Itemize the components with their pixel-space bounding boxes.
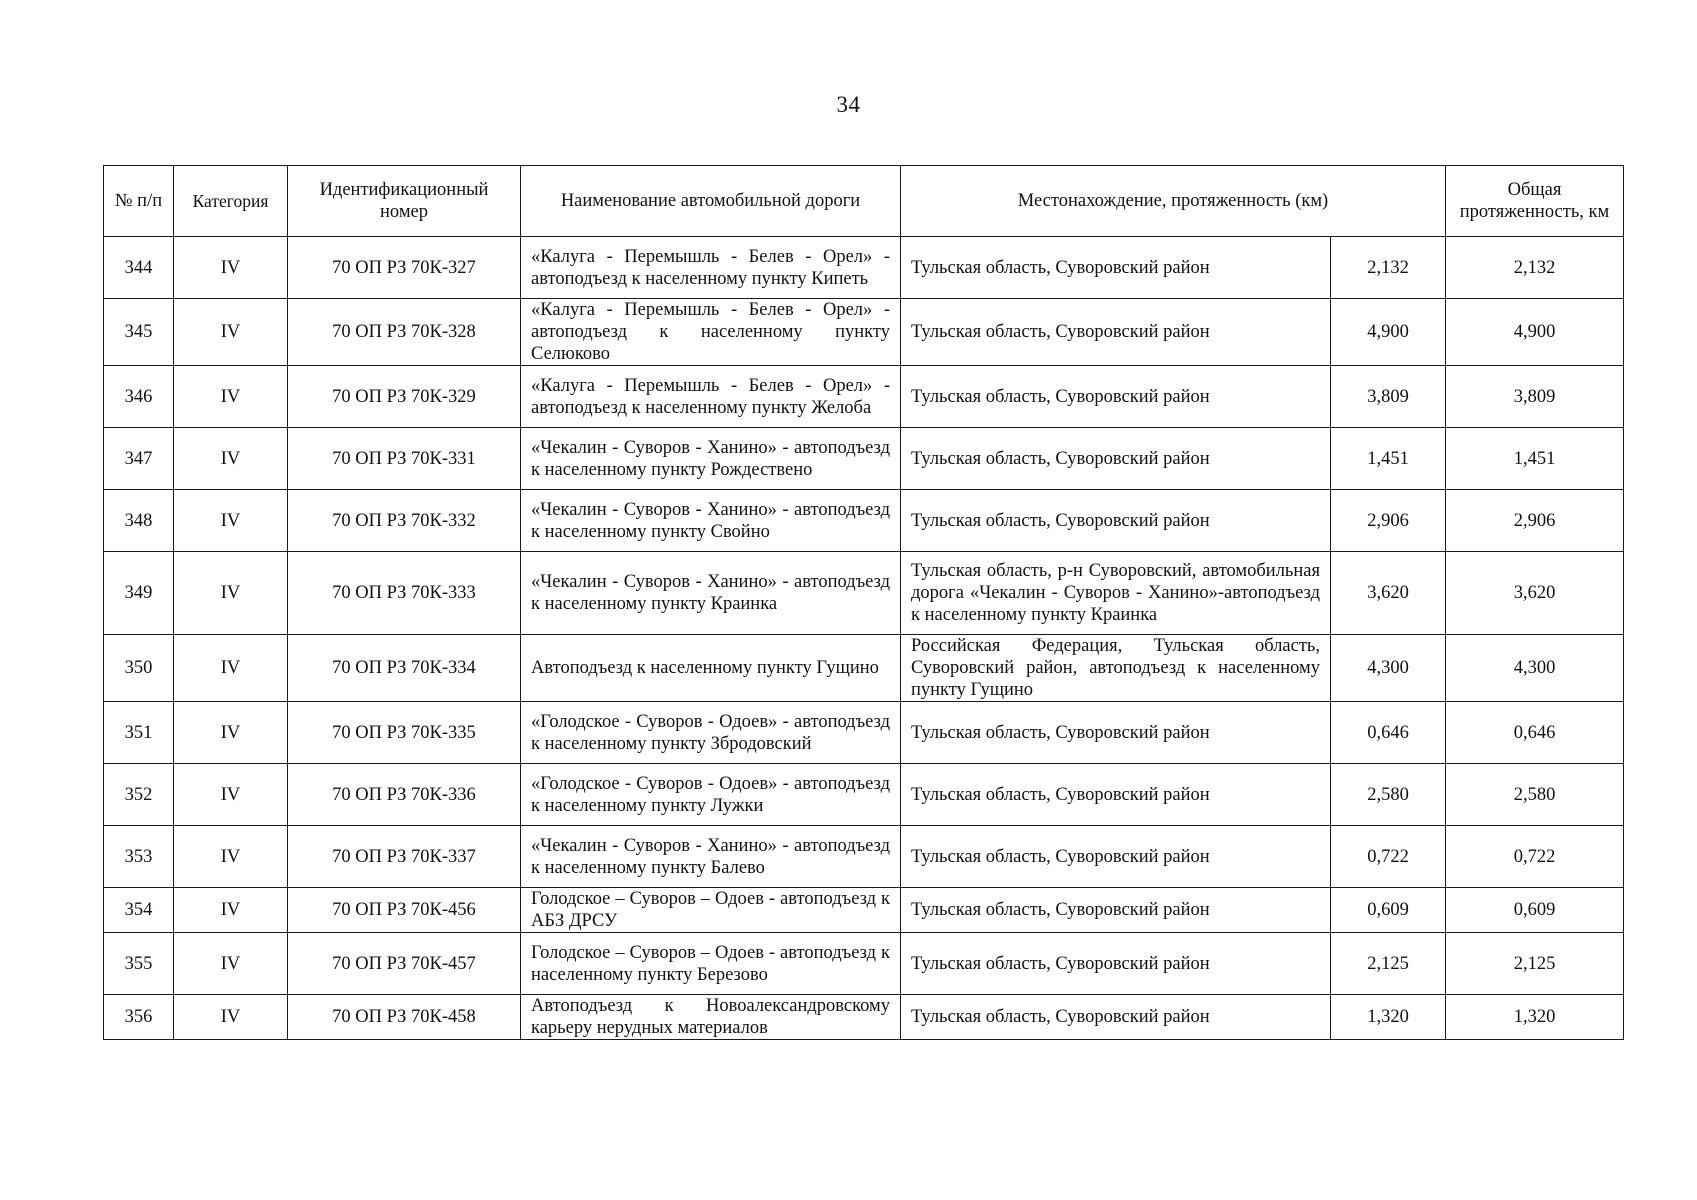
row-length: 2,132 — [1331, 237, 1446, 299]
row-num: 345 — [104, 299, 174, 366]
row-length: 2,125 — [1331, 933, 1446, 995]
row-id: 70 ОП РЗ 70К-334 — [288, 635, 521, 702]
table-row — [104, 490, 1624, 552]
row-location: Российская Федерация, Тульская область, Суворовский район, автоподъезд к населенному пункту Гущино — [901, 635, 1331, 702]
row-id: 70 ОП РЗ 70К-335 — [288, 702, 521, 764]
row-category: IV — [174, 702, 288, 764]
row-num: 347 — [104, 428, 174, 490]
row-category: IV — [174, 933, 288, 995]
row-total: 2,580 — [1446, 764, 1624, 826]
row-total: 4,900 — [1446, 299, 1624, 366]
page-number: 34 — [836, 92, 861, 117]
row-length: 3,620 — [1331, 552, 1446, 635]
row-num: 346 — [104, 366, 174, 428]
row-location: Тульская область, Суворовский район — [901, 428, 1331, 490]
row-total: 0,609 — [1446, 888, 1624, 933]
row-id: 70 ОП РЗ 70К-337 — [288, 826, 521, 888]
row-num: 349 — [104, 552, 174, 635]
row-category: IV — [174, 299, 288, 366]
table-row — [104, 366, 1624, 428]
row-location: Тульская область, р-н Суворовский, автомобильная дорога «Чекалин - Суворов - Ханино»-автоподъезд к населенному пункту Краинка — [901, 552, 1331, 635]
row-category: IV — [174, 764, 288, 826]
row-total: 3,809 — [1446, 366, 1624, 428]
table-row — [104, 995, 1624, 1040]
row-category: IV — [174, 366, 288, 428]
row-road-name: «Калуга - Перемышль - Белев - Орел» - автоподъезд к населенному пункту Желоба — [521, 366, 901, 428]
row-category: IV — [174, 826, 288, 888]
roads-table — [103, 165, 1624, 1040]
row-road-name: «Чекалин - Суворов - Ханино» - автоподъезд к населенному пункту Краинка — [521, 552, 901, 635]
row-num: 355 — [104, 933, 174, 995]
row-location: Тульская область, Суворовский район — [901, 933, 1331, 995]
row-total: 0,722 — [1446, 826, 1624, 888]
header-location: Местонахождение, протяженность (км) — [901, 166, 1446, 237]
row-length: 0,609 — [1331, 888, 1446, 933]
row-road-name: Автоподъезд к Новоалександровскому карьеру нерудных материалов — [521, 995, 901, 1040]
table-row — [104, 888, 1624, 933]
row-id: 70 ОП РЗ 70К-329 — [288, 366, 521, 428]
row-location: Тульская область, Суворовский район — [901, 888, 1331, 933]
row-total: 2,125 — [1446, 933, 1624, 995]
row-location: Тульская область, Суворовский район — [901, 995, 1331, 1040]
row-location: Тульская область, Суворовский район — [901, 237, 1331, 299]
header-road-name: Наименование автомобильной дороги — [521, 166, 901, 237]
row-num: 353 — [104, 826, 174, 888]
row-length: 0,722 — [1331, 826, 1446, 888]
row-location: Тульская область, Суворовский район — [901, 490, 1331, 552]
row-category: IV — [174, 635, 288, 702]
row-num: 350 — [104, 635, 174, 702]
row-road-name: Автоподъезд к населенному пункту Гущино — [521, 635, 901, 702]
row-length: 4,900 — [1331, 299, 1446, 366]
row-num: 351 — [104, 702, 174, 764]
table-row — [104, 764, 1624, 826]
table-row — [104, 635, 1624, 702]
table-row — [104, 933, 1624, 995]
row-total: 2,906 — [1446, 490, 1624, 552]
row-id: 70 ОП РЗ 70К-457 — [288, 933, 521, 995]
row-id: 70 ОП РЗ 70К-328 — [288, 299, 521, 366]
row-road-name: «Калуга - Перемышль - Белев - Орел» - автоподъезд к населенному пункту Селюково — [521, 299, 901, 366]
row-location: Тульская область, Суворовский район — [901, 826, 1331, 888]
row-length: 1,320 — [1331, 995, 1446, 1040]
row-length: 4,300 — [1331, 635, 1446, 702]
row-num: 344 — [104, 237, 174, 299]
row-location: Тульская область, Суворовский район — [901, 702, 1331, 764]
row-length: 0,646 — [1331, 702, 1446, 764]
row-location: Тульская область, Суворовский район — [901, 764, 1331, 826]
row-total: 1,320 — [1446, 995, 1624, 1040]
row-category: IV — [174, 995, 288, 1040]
row-road-name: «Калуга - Перемышль - Белев - Орел» - автоподъезд к населенному пункту Кипеть — [521, 237, 901, 299]
table-row — [104, 237, 1624, 299]
row-total: 0,646 — [1446, 702, 1624, 764]
row-id: 70 ОП РЗ 70К-327 — [288, 237, 521, 299]
row-category: IV — [174, 237, 288, 299]
row-length: 2,580 — [1331, 764, 1446, 826]
row-road-name: «Чекалин - Суворов - Ханино» - автоподъезд к населенному пункту Рождествено — [521, 428, 901, 490]
row-num: 348 — [104, 490, 174, 552]
row-total: 4,300 — [1446, 635, 1624, 702]
row-id: 70 ОП РЗ 70К-331 — [288, 428, 521, 490]
row-length: 1,451 — [1331, 428, 1446, 490]
row-id: 70 ОП РЗ 70К-336 — [288, 764, 521, 826]
row-road-name: «Голодское - Суворов - Одоев» - автоподъезд к населенному пункту Лужки — [521, 764, 901, 826]
table-row — [104, 826, 1624, 888]
row-road-name: Голодское – Суворов – Одоев - автоподъезд к АБЗ ДРСУ — [521, 888, 901, 933]
row-road-name: «Голодское - Суворов - Одоев» - автоподъезд к населенному пункту Збродовский — [521, 702, 901, 764]
row-total: 1,451 — [1446, 428, 1624, 490]
table-row — [104, 428, 1624, 490]
row-length: 3,809 — [1331, 366, 1446, 428]
row-category: IV — [174, 490, 288, 552]
row-road-name: «Чекалин - Суворов - Ханино» - автоподъезд к населенному пункту Балево — [521, 826, 901, 888]
row-num: 356 — [104, 995, 174, 1040]
row-id: 70 ОП РЗ 70К-456 — [288, 888, 521, 933]
row-id: 70 ОП РЗ 70К-458 — [288, 995, 521, 1040]
table-row — [104, 552, 1624, 635]
row-road-name: Голодское – Суворов – Одоев - автоподъезд к населенному пункту Березово — [521, 933, 901, 995]
table-row — [104, 702, 1624, 764]
header-category: Категория — [174, 166, 288, 237]
row-id: 70 ОП РЗ 70К-333 — [288, 552, 521, 635]
header-id-number: Идентификационный номер — [288, 166, 521, 237]
header-num: № п/п — [104, 166, 174, 237]
row-category: IV — [174, 428, 288, 490]
row-num: 354 — [104, 888, 174, 933]
row-id: 70 ОП РЗ 70К-332 — [288, 490, 521, 552]
row-total: 2,132 — [1446, 237, 1624, 299]
header-row — [104, 166, 1624, 237]
row-road-name: «Чекалин - Суворов - Ханино» - автоподъезд к населенному пункту Свойно — [521, 490, 901, 552]
row-location: Тульская область, Суворовский район — [901, 366, 1331, 428]
row-length: 2,906 — [1331, 490, 1446, 552]
row-location: Тульская область, Суворовский район — [901, 299, 1331, 366]
row-num: 352 — [104, 764, 174, 826]
header-total-length: Общая протяженность, км — [1446, 166, 1624, 237]
table-row — [104, 299, 1624, 366]
row-category: IV — [174, 552, 288, 635]
row-total: 3,620 — [1446, 552, 1624, 635]
row-category: IV — [174, 888, 288, 933]
